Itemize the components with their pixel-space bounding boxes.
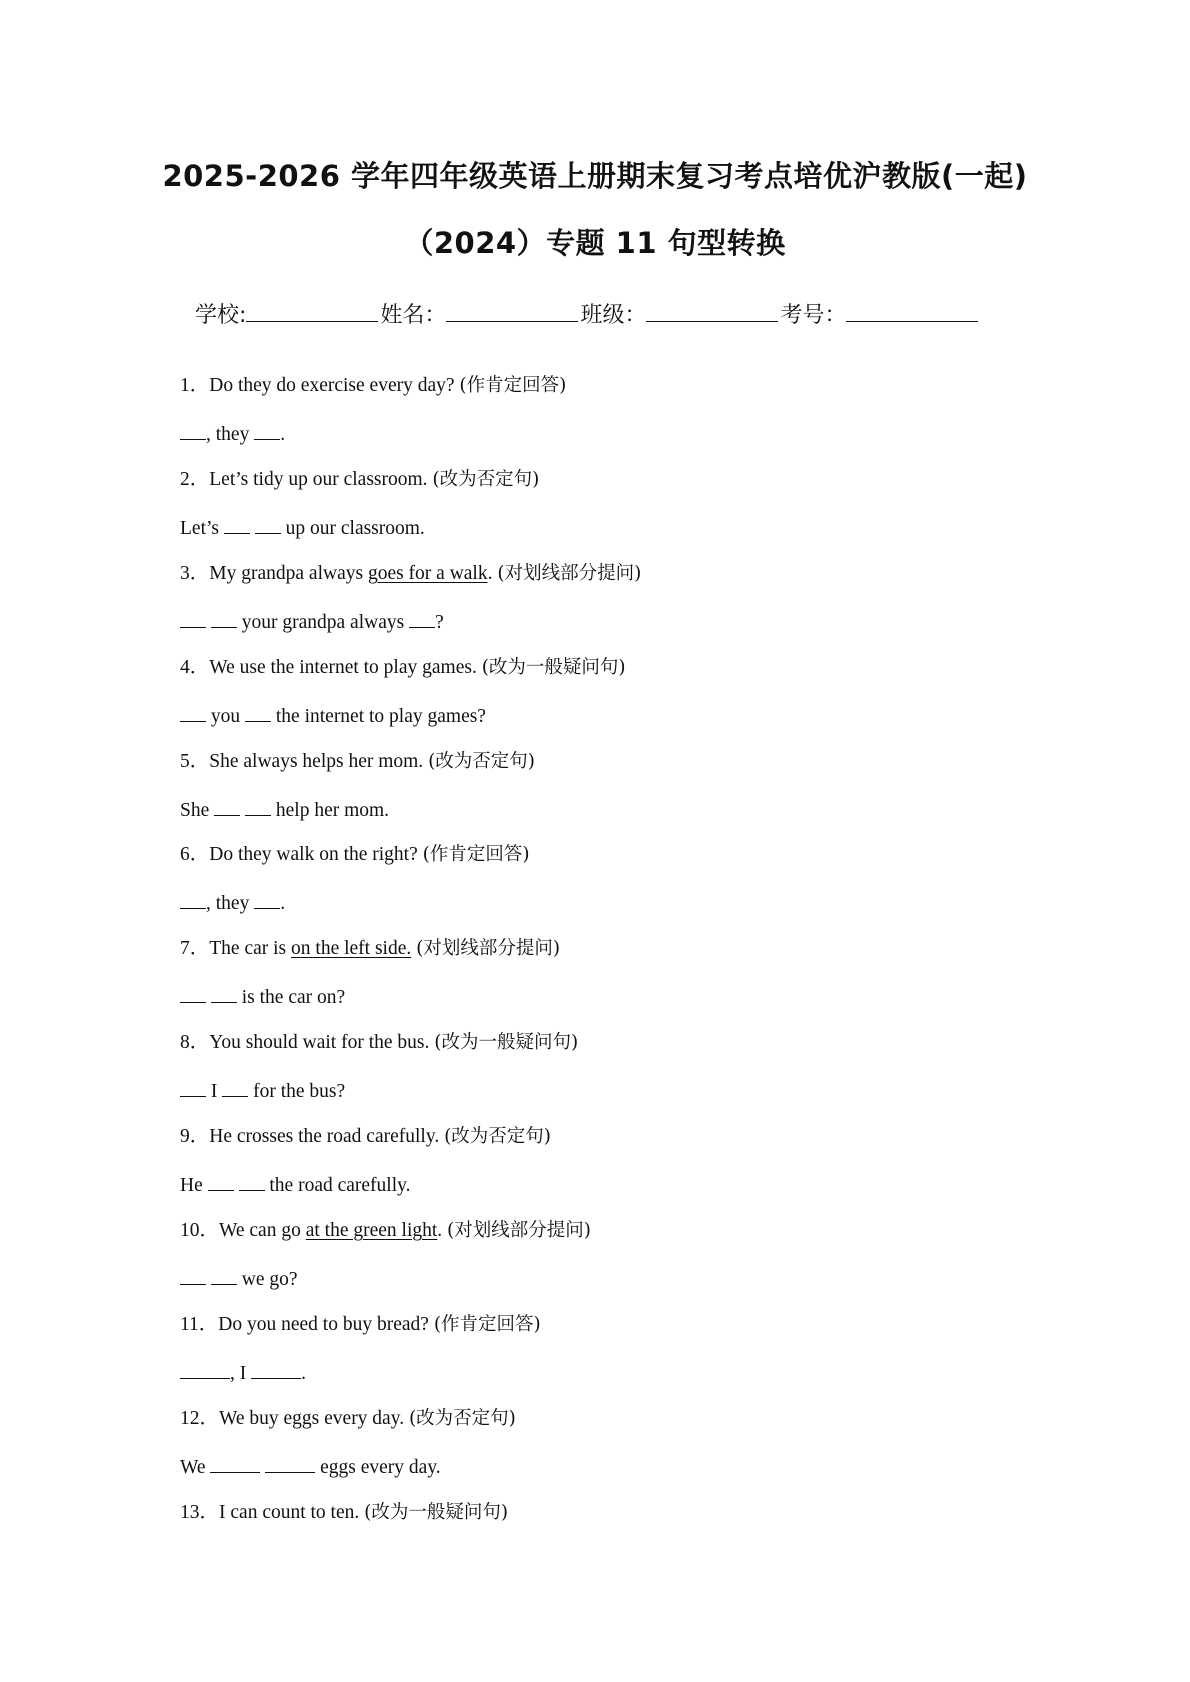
- answer-blank[interactable]: [245, 703, 271, 722]
- question-6: [180, 843, 530, 867]
- question-text: She always helps her mom.: [209, 751, 429, 772]
- question-number: 6．: [180, 844, 210, 865]
- question-hint: (对划线部分提问): [497, 563, 642, 584]
- school-label: 学校:: [195, 303, 247, 328]
- question-text: Let’s tidy up our classroom.: [209, 469, 433, 490]
- document-title-line2: （2024）专题 11 句型转换: [404, 226, 786, 260]
- question-text: Do you need to buy bread?: [218, 1314, 434, 1335]
- answer-text: the internet to play games?: [271, 706, 486, 727]
- answer-text: He: [180, 1175, 208, 1196]
- answer-blank[interactable]: [180, 421, 206, 440]
- question-text: We buy eggs every day.: [219, 1408, 409, 1429]
- question-3: [180, 562, 641, 586]
- underlined-phrase: on the left side.: [291, 938, 412, 959]
- answer-12: [180, 1454, 441, 1480]
- school-blank[interactable]: [246, 301, 378, 322]
- answer-text: I: [206, 1081, 223, 1102]
- answer-7: [180, 984, 345, 1010]
- question-text: Do they do exercise every day?: [209, 375, 460, 396]
- answer-blank[interactable]: [245, 797, 271, 816]
- answer-blank[interactable]: [214, 797, 240, 816]
- answer-text: , they: [206, 424, 255, 445]
- question-13: [180, 1501, 508, 1525]
- answer-5: [180, 797, 389, 823]
- question-text: Do they walk on the right?: [209, 844, 423, 865]
- question-hint: (作肯定回答): [433, 1314, 541, 1335]
- answer-text: .: [280, 893, 286, 914]
- answer-blank[interactable]: [208, 1172, 234, 1191]
- answer-text: .: [301, 1363, 306, 1384]
- question-12: [180, 1407, 516, 1431]
- class-label: 班级：: [580, 303, 647, 328]
- question-hint: (改为否定句): [428, 751, 535, 772]
- answer-2: [180, 515, 425, 541]
- answer-blank[interactable]: [251, 1360, 301, 1379]
- answer-text: for the bus?: [248, 1081, 346, 1102]
- answer-blank[interactable]: [254, 421, 280, 440]
- question-2: [180, 468, 539, 492]
- answer-blank[interactable]: [265, 1454, 315, 1473]
- student-info-row: [195, 298, 980, 329]
- question-text: The car is: [209, 938, 292, 959]
- answer-blank[interactable]: [180, 890, 206, 909]
- answer-blank[interactable]: [210, 1454, 260, 1473]
- answer-10: [180, 1266, 298, 1292]
- name-label: 姓名：: [380, 303, 447, 328]
- answer-text: We: [180, 1457, 211, 1478]
- exam-number-blank[interactable]: [846, 301, 978, 322]
- underlined-phrase: at the green light: [305, 1220, 438, 1241]
- question-hint: (作肯定回答): [459, 375, 567, 396]
- question-number: 1．: [180, 375, 210, 396]
- question-5: [180, 750, 535, 774]
- question-number: 7．: [180, 938, 210, 959]
- question-hint: (作肯定回答): [422, 844, 530, 865]
- question-hint: (改为一般疑问句): [481, 657, 626, 678]
- answer-9: [180, 1172, 411, 1198]
- answer-text: .: [280, 424, 286, 445]
- question-text: I can count to ten.: [219, 1502, 365, 1523]
- answer-blank[interactable]: [222, 1078, 248, 1097]
- question-number: 10．: [180, 1220, 220, 1241]
- question-hint: (改为一般疑问句): [434, 1032, 579, 1053]
- answer-4: [180, 703, 486, 729]
- answer-text: your grandpa always: [236, 612, 410, 633]
- question-4: [180, 656, 626, 680]
- answer-blank[interactable]: [211, 609, 237, 628]
- question-number: 13．: [180, 1502, 220, 1523]
- question-number: 3．: [180, 563, 210, 584]
- question-number: 8．: [180, 1032, 210, 1053]
- question-hint: (改为一般疑问句): [364, 1502, 509, 1523]
- answer-text: the road carefully.: [264, 1175, 411, 1196]
- answer-11: [180, 1360, 306, 1386]
- answer-text: She: [180, 800, 215, 821]
- question-7: [180, 937, 560, 961]
- answer-blank[interactable]: [254, 890, 280, 909]
- question-hint: (改为否定句): [432, 469, 540, 490]
- question-number: 5．: [180, 751, 210, 772]
- answer-text: is the car on?: [236, 987, 346, 1008]
- underlined-phrase: goes for a walk: [367, 563, 488, 584]
- answer-1: [180, 421, 285, 447]
- question-11: [180, 1313, 541, 1337]
- answer-blank[interactable]: [211, 1266, 237, 1285]
- answer-text: up our classroom.: [280, 518, 425, 539]
- question-text-tail: .: [437, 1220, 448, 1241]
- name-blank[interactable]: [446, 301, 578, 322]
- question-text: My grandpa always: [209, 563, 368, 584]
- answer-text: eggs every day.: [315, 1457, 441, 1478]
- question-8: [180, 1031, 578, 1055]
- question-number: 12．: [180, 1408, 220, 1429]
- answer-text: , I: [230, 1363, 252, 1384]
- question-text: You should wait for the bus.: [209, 1032, 435, 1053]
- question-number: 4．: [180, 657, 210, 678]
- answer-blank[interactable]: [180, 703, 206, 722]
- exam-number-label: 考号：: [780, 303, 847, 328]
- question-text-tail: .: [487, 563, 498, 584]
- question-hint: (改为否定句): [408, 1408, 516, 1429]
- answer-blank[interactable]: [255, 515, 281, 534]
- question-text: He crosses the road carefully.: [209, 1126, 445, 1147]
- question-text: We use the internet to play games.: [209, 657, 482, 678]
- question-hint: (改为否定句): [444, 1126, 552, 1147]
- question-hint: (对划线部分提问): [447, 1220, 591, 1241]
- answer-3: [180, 609, 444, 635]
- answer-text: help her mom.: [271, 800, 390, 821]
- answer-text: Let’s: [180, 518, 224, 539]
- answer-blank[interactable]: [180, 609, 206, 628]
- answer-blank[interactable]: [409, 609, 435, 628]
- answer-blank[interactable]: [180, 1360, 230, 1379]
- class-blank[interactable]: [646, 301, 778, 322]
- answer-blank[interactable]: [224, 515, 250, 534]
- answer-text: we go?: [236, 1269, 298, 1290]
- answer-blank[interactable]: [180, 984, 206, 1003]
- answer-text: you: [206, 706, 245, 727]
- question-number: 11．: [180, 1314, 219, 1335]
- answer-8: [180, 1078, 345, 1104]
- answer-blank[interactable]: [239, 1172, 265, 1191]
- answer-blank[interactable]: [180, 1078, 206, 1097]
- document-title-line1: 2025-2026 学年四年级英语上册期末复习考点培优沪教版(一起): [162, 159, 1028, 193]
- answer-text: , they: [206, 893, 255, 914]
- question-hint: (对划线部分提问): [416, 938, 561, 959]
- question-number: 9．: [180, 1126, 210, 1147]
- question-10: [180, 1219, 591, 1243]
- answer-6: [180, 890, 285, 916]
- answer-blank[interactable]: [211, 984, 237, 1003]
- answer-blank[interactable]: [180, 1266, 206, 1285]
- question-text: We can go: [219, 1220, 306, 1241]
- answer-text: ?: [435, 612, 444, 633]
- question-9: [180, 1125, 551, 1149]
- question-number: 2．: [180, 469, 210, 490]
- question-1: [180, 374, 566, 398]
